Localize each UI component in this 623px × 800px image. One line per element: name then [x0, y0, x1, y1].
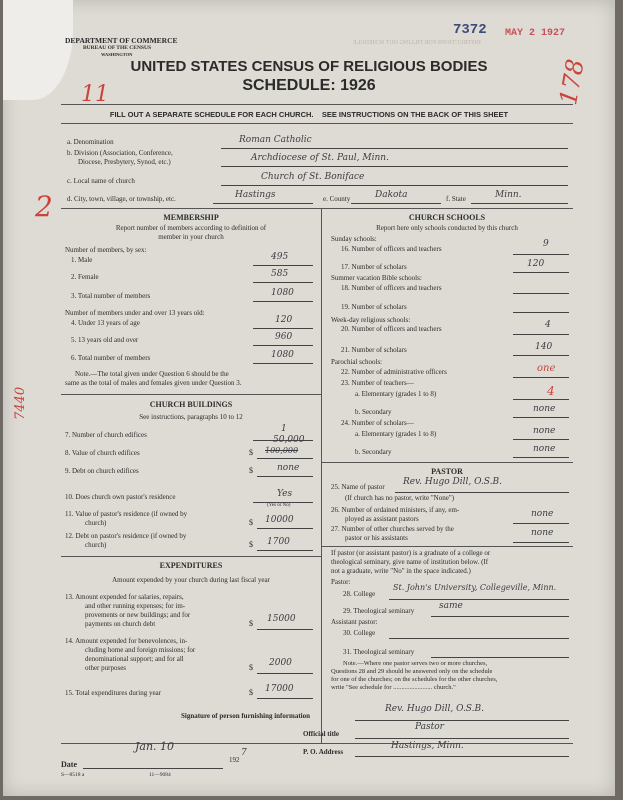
- handwritten-mark-left: 11: [81, 82, 109, 107]
- pastor-heading: PASTOR: [431, 467, 463, 476]
- year-value: 7: [241, 748, 247, 758]
- q30-label: 30. College: [343, 629, 376, 637]
- q23b-value: none: [533, 404, 556, 414]
- q11-label-1: 11. Value of pastor's residence (if owned by: [65, 510, 188, 518]
- local-name-value: Church of St. Boniface: [261, 172, 365, 182]
- census-schedule-page: [3, 0, 615, 796]
- q25-value: Rev. Hugo Dill, O.S.B.: [403, 477, 502, 487]
- q14-label-4: other purposes: [85, 664, 127, 672]
- q21-value: 140: [535, 342, 553, 352]
- schedule-title: SCHEDULE: 1926: [242, 77, 376, 94]
- membership-note-2: same as the total of males and females given under Question 3.: [65, 379, 242, 387]
- city-field-value: Hastings: [235, 190, 276, 200]
- city-field-label: d. City, town, village, or township, etc.: [67, 195, 176, 203]
- q31-label: 31. Theological seminary: [343, 648, 415, 656]
- q24-label: 24. Number of scholars—: [341, 419, 414, 427]
- pastor-note-1: Note.—Where one pastor serves two or more churches,: [343, 660, 488, 667]
- q13-label-3: provements or new buildings; and for: [85, 611, 191, 619]
- q7-label: 7. Number of church edifices: [65, 431, 147, 439]
- signature-label: Signature of person furnishing information: [181, 712, 310, 720]
- q27-label-1: 27. Number of other churches served by the: [331, 525, 454, 533]
- membership-sub-1: Report number of members according to definition of: [115, 224, 267, 232]
- q3-label: 3. Total number of members: [71, 292, 151, 300]
- q10-label: 10. Does church own pastor's residence: [65, 493, 176, 501]
- q8-old-value: 100,000: [265, 446, 299, 455]
- q14-dollar: $: [249, 663, 253, 672]
- q24a-value: none: [533, 426, 556, 436]
- local-name-label: c. Local name of church: [67, 177, 135, 185]
- bureau-label: BUREAU OF THE CENSUS: [83, 45, 152, 51]
- q14-label-1: 14. Amount expended for benevolences, in-: [65, 637, 188, 645]
- date-value: Jan. 10: [135, 740, 175, 753]
- print-number: 11—9084: [149, 772, 171, 778]
- margin-handwritten-mark: 2: [35, 190, 53, 223]
- buildings-sub: See instructions, paragraphs 10 to 12: [139, 413, 243, 421]
- q16-label: 16. Number of officers and teachers: [341, 245, 442, 253]
- schools-heading: CHURCH SCHOOLS: [408, 213, 486, 222]
- official-title-value: Pastor: [415, 722, 444, 732]
- q1-label: 1. Male: [71, 256, 93, 264]
- expenditures-heading: EXPENDITURES: [159, 561, 223, 570]
- q27-label-2: pastor or his assistants: [345, 534, 408, 542]
- date-label: Date: [61, 760, 77, 769]
- q2-label: 2. Female: [71, 273, 99, 281]
- q13-label-1: 13. Amount expended for salaries, repairs,: [65, 593, 184, 601]
- q29-label: 29. Theological seminary: [343, 607, 415, 615]
- q26-label-2: ployed as assistant pastors: [345, 515, 419, 523]
- division-label-1: b. Division (Association, Conference,: [67, 149, 173, 157]
- q17-value: 120: [527, 259, 545, 269]
- q28-label: 28. College: [343, 590, 376, 598]
- pastor-sublabel: Pastor:: [331, 578, 351, 586]
- form-number: S—8518 a: [61, 772, 85, 778]
- q13-label-4: payments on church debt: [85, 620, 156, 628]
- q1-value: 495: [271, 252, 289, 262]
- official-title-label: Official title: [303, 730, 339, 738]
- q14-label-2: cluding home and foreign missions; for: [85, 646, 196, 654]
- division-value: Archdiocese of St. Paul, Minn.: [251, 153, 389, 163]
- assistant-sublabel: Assistant pastor:: [331, 618, 378, 626]
- q14-value: 2000: [269, 658, 292, 668]
- q23b-label: b. Secondary: [355, 408, 392, 416]
- q26-label-1: 26. Number of ordained ministers, if any, em-: [331, 506, 460, 514]
- q22-label: 22. Number of administrative officers: [341, 368, 447, 376]
- q25-note: (If church has no pastor, write "None"): [345, 494, 455, 502]
- year-prefix: 192: [229, 756, 240, 764]
- schools-sub: Report here only schools conducted by this church: [376, 224, 518, 232]
- q23-label: 23. Number of teachers—: [341, 379, 414, 387]
- q8-value: 50,000: [273, 435, 305, 445]
- q15-value: 17000: [265, 684, 294, 694]
- q23a-value: 4: [547, 384, 555, 398]
- membership-sub-2: member in your church: [158, 233, 224, 241]
- q4-label: 4. Under 13 years of age: [71, 319, 140, 327]
- expenditures-sub: Amount expended by your church during last fiscal year: [112, 576, 270, 584]
- q11-value: 10000: [265, 515, 294, 525]
- signature-value: Rev. Hugo Dill, O.S.B.: [385, 704, 484, 714]
- q26-value: none: [531, 509, 554, 519]
- parochial-label: Parochial schools:: [331, 358, 383, 366]
- q27-value: none: [531, 528, 554, 538]
- q28-value: St. John's University, Collegeville, Minn.: [393, 583, 557, 592]
- membership-heading: MEMBERSHIP: [163, 213, 219, 222]
- graduate-note-1: If pastor (or assistant pastor) is a graduate of a college or: [331, 549, 491, 557]
- po-address-value: Hastings, Minn.: [391, 741, 464, 751]
- q24a-label: a. Elementary (grades 1 to 8): [355, 430, 437, 438]
- sunday-label: Sunday schools:: [331, 235, 377, 243]
- q5-label: 5. 13 years old and over: [71, 336, 139, 344]
- denomination-value: Roman Catholic: [239, 135, 312, 145]
- county-label: e. County: [323, 195, 351, 203]
- q14-label-3: denominational support; and for all: [85, 655, 184, 663]
- q8-dollar: $: [249, 448, 253, 457]
- county-value: Dakota: [375, 190, 408, 200]
- q18-label: 18. Number of officers and teachers: [341, 284, 442, 292]
- q5-value: 960: [275, 332, 293, 342]
- q23a-label: a. Elementary (grades 1 to 8): [355, 390, 437, 398]
- bleed-through-text: INSTRUCTIONS FOR FILLING OUT SCHEDULE: [353, 40, 481, 46]
- q19-label: 19. Number of scholars: [341, 303, 407, 311]
- q10-value: Yes: [277, 489, 293, 499]
- q6-value: 1080: [271, 350, 294, 360]
- q20-label: 20. Number of officers and teachers: [341, 325, 442, 333]
- q24b-value: none: [533, 444, 556, 454]
- q17-label: 17. Number of scholars: [341, 263, 407, 271]
- q4-value: 120: [275, 315, 293, 325]
- summer-label: Summer vacation Bible schools:: [331, 274, 422, 282]
- q13-label-2: and other running expenses; for im-: [85, 602, 186, 610]
- side-handwritten-number: 7440: [13, 386, 28, 420]
- q9-value: none: [277, 463, 300, 473]
- q13-dollar: $: [249, 619, 253, 628]
- age-header: Number of members under and over 13 years old:: [65, 309, 205, 317]
- q25-label: 25. Name of pastor: [331, 483, 385, 491]
- pastor-note-4: write "See schedule for ........................ church.": [331, 684, 456, 691]
- q29-value: same: [439, 601, 463, 611]
- q12-dollar: $: [249, 540, 253, 549]
- q11-dollar: $: [249, 518, 253, 527]
- q21-label: 21. Number of scholars: [341, 346, 407, 354]
- q9-dollar: $: [249, 466, 253, 475]
- pastor-note-3: for one of the churches; on the schedules for the other churches,: [331, 676, 498, 683]
- q6-label: 6. Total number of members: [71, 354, 151, 362]
- graduate-note-2: theological seminary, give name of institution below. (If: [331, 558, 489, 566]
- q3-value: 1080: [271, 288, 294, 298]
- stamp-date: MAY 2 1927: [505, 28, 566, 39]
- q15-dollar: $: [249, 688, 253, 697]
- form-title: UNITED STATES CENSUS OF RELIGIOUS BODIES: [130, 58, 488, 75]
- q20-value: 4: [545, 320, 551, 330]
- membership-note-1: Note.—The total given under Question 6 should be the: [75, 370, 229, 378]
- q13-value: 15000: [267, 614, 296, 624]
- division-label-2: Diocese, Presbytery, Synod, etc.): [78, 158, 171, 166]
- q22-value: one: [537, 363, 556, 374]
- q24b-label: b. Secondary: [355, 448, 392, 456]
- q2-value: 585: [271, 269, 289, 279]
- weekday-label: Week-day religious schools:: [331, 316, 411, 324]
- handwritten-mark-right: 178: [554, 57, 590, 107]
- state-label: f. State: [446, 195, 466, 203]
- q12-value: 1700: [267, 537, 290, 547]
- pastor-note-2: Questions 28 and 29 should be answered only on the schedule: [331, 668, 493, 675]
- q15-label: 15. Total expenditures during year: [65, 689, 161, 697]
- graduate-note-3: not a graduate, write "No" in the space indicated.): [331, 567, 471, 575]
- q12-label-1: 12. Debt on pastor's residence (if owned by: [65, 532, 187, 540]
- q11-label-2: church): [85, 519, 107, 527]
- q9-label: 9. Debt on church edifices: [65, 467, 139, 475]
- q7-value: 1: [281, 424, 287, 434]
- state-value: Minn.: [495, 190, 522, 200]
- buildings-heading: CHURCH BUILDINGS: [149, 400, 233, 409]
- q12-label-2: church): [85, 541, 107, 549]
- city-label: WASHINGTON: [101, 52, 133, 57]
- q8-label: 8. Value of church edifices: [65, 449, 140, 457]
- members-by-sex-label: Number of members, by sex:: [65, 246, 147, 254]
- stamp-number: 7372: [453, 22, 487, 38]
- denomination-label: a. Denomination: [67, 138, 114, 146]
- po-address-label: P. O. Address: [303, 748, 344, 756]
- yes-no-hint: (Yes or No): [267, 503, 291, 508]
- instruction-banner: FILL OUT A SEPARATE SCHEDULE FOR EACH CHURCH. SEE INSTRUCTIONS ON THE BACK OF THIS SHEET: [109, 110, 509, 119]
- q16-value: 9: [543, 239, 549, 249]
- department-label: DEPARTMENT OF COMMERCE: [65, 36, 178, 45]
